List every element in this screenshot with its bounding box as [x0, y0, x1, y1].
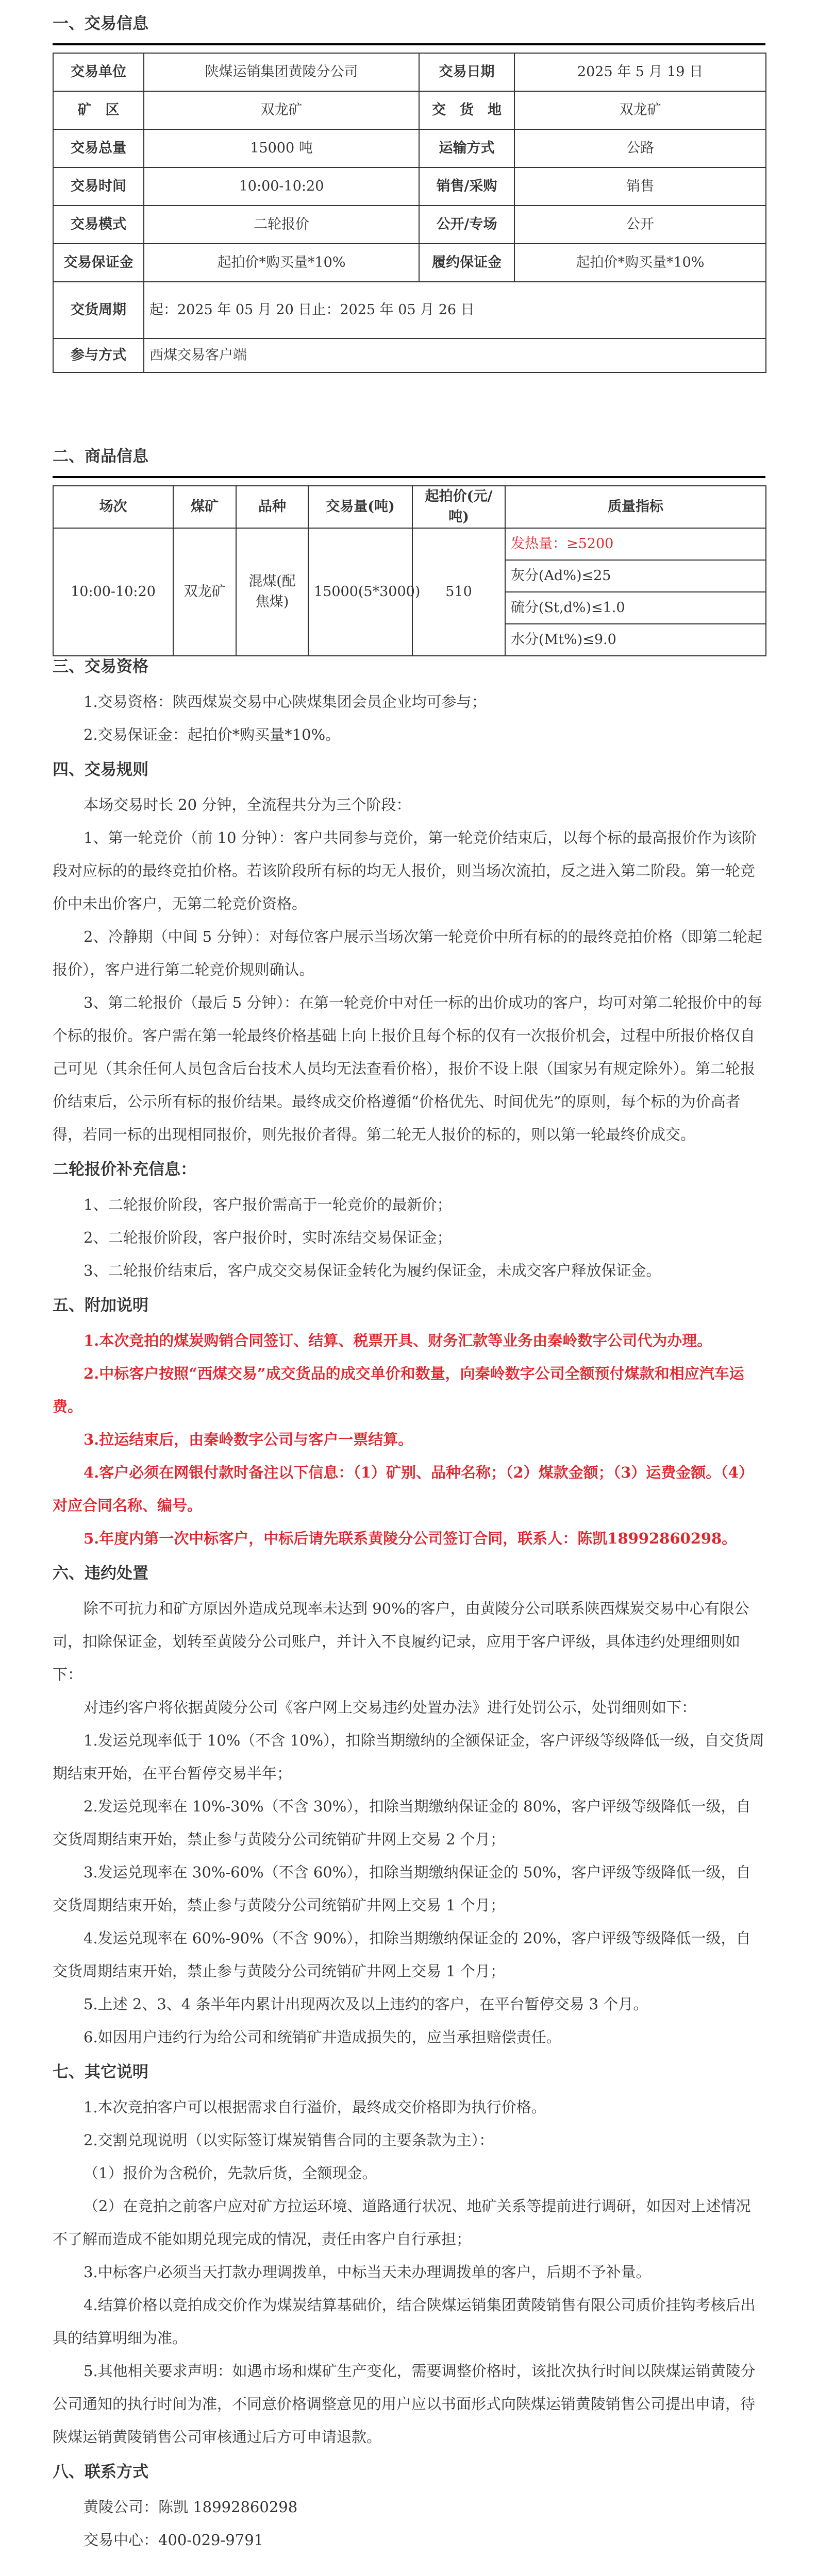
paragraph: 除不可抗力和矿方原因外造成兑现率未达到 90%的客户，由黄陵分公司联系陕西煤炭交易中心有限公司，扣除保证金，划转至黄陵分公司账户，并计入不良履约记录，应用于客户评级，具体违约处理细则如下：	[53, 1600, 749, 1683]
field-label: 交易日期	[419, 53, 514, 91]
paragraph: 1.本次竞拍客户可以根据需求自行溢价，最终成交价格即为执行价格。	[84, 2098, 546, 2116]
section-title: 一、交易信息	[53, 14, 148, 33]
field-label: 运输方式	[419, 129, 514, 167]
paragraph: （2）在竞拍之前客户应对矿方拉运环境、道路通行状况、地矿关系等提前进行调研，如因对上述情况不了解而造成不能如期兑现完成的情况，责任由客户自行承担；	[53, 2197, 751, 2248]
field-label: 交易单位	[53, 53, 144, 91]
paragraph: 2.交易保证金：起拍价*购买量*10%。	[84, 726, 341, 743]
section-title: 四、交易规则	[53, 760, 148, 779]
subsection-title: 二轮报价补充信息：	[53, 1160, 196, 1179]
paragraph: 本场交易时长 20 分钟，全流程共分为三个阶段：	[84, 796, 411, 814]
field-value: 二轮报价	[144, 206, 419, 244]
col-header: 质量指标	[505, 486, 766, 528]
note-line: 5.年度内第一次中标客户，中标后请先联系黄陵分公司签订合同，联系人：陈凯18992860298。	[84, 1530, 737, 1547]
cell-quality-ash: 灰分(Ad%)≤25	[505, 560, 766, 592]
note-line: 4.客户必须在网银付款时备注以下信息：（1）矿别、品种名称；（2）煤款金额；（3）运费金额。（4）对应合同名称、编号。	[53, 1464, 754, 1514]
field-label: 交货周期	[53, 282, 144, 338]
paragraph: （1）报价为含税价，先款后货，全额现金。	[84, 2164, 377, 2182]
field-label: 交 货 地	[419, 91, 514, 129]
field-label: 交易模式	[53, 206, 144, 244]
field-value: 陕煤运销集团黄陵分公司	[144, 53, 419, 91]
section-title: 八、联系方式	[53, 2463, 148, 2481]
paragraph: 5.上述 2、3、4 条半年内累计出现两次及以上违约的客户，在平台暂停交易 3 个月。	[84, 1995, 648, 2013]
paragraph: 1.发运兑现率低于 10%（不含 10%），扣除当期缴纳的全额保证金，客户评级等级降低一级，自交货周期结束开始，在平台暂停交易半年；	[53, 1732, 764, 1782]
field-value: 公开	[514, 206, 766, 244]
paragraph: 2、二轮报价阶段，客户报价时，实时冻结交易保证金；	[84, 1229, 452, 1246]
paragraph: 2、冷静期（中间 5 分钟）：对每位客户展示当场次第一轮竞价中所有标的的最终竞拍价格（即第二轮起报价），客户进行第二轮竞价规则确认。	[53, 928, 762, 978]
trade-info-table	[53, 53, 766, 373]
paragraph: 1、第一轮竞价（前 10 分钟）：客户共同参与竞价，第一轮竞价结束后，以每个标的最高报价作为该阶段对应标的的最终竞拍价格。若该阶段所有标的均无人报价，则当场次流拍，反之进入第二阶段。第一轮竞价中未出价客户，无第二轮竞价资格。	[53, 829, 757, 912]
paragraph: 3.发运兑现率在 30%-60%（不含 60%），扣除当期缴纳保证金的 50%，客户评级等级降低一级，自交货周期结束开始，禁止参与黄陵分公司统销矿井网上交易 1 个月；	[53, 1863, 751, 1914]
cell-session: 10:00-10:20	[53, 528, 173, 656]
field-value: 公路	[514, 129, 766, 167]
col-header: 品种	[236, 486, 308, 528]
section-trade-info	[53, 7, 765, 373]
cell-quality-sulfur: 硫分(St,d%)≤1.0	[505, 592, 766, 624]
field-value: 销售	[514, 167, 766, 206]
field-label: 销售/采购	[419, 167, 514, 206]
field-value: 双龙矿	[514, 91, 766, 129]
field-value: 双龙矿	[144, 91, 419, 129]
field-label: 交易保证金	[53, 244, 144, 282]
cell-quality-moisture: 水分(Mt%)≤9.0	[505, 624, 766, 656]
paragraph: 1、二轮报价阶段，客户报价需高于一轮竞价的最新价；	[84, 1196, 452, 1213]
section-goods-info	[53, 440, 765, 656]
cell-quality-calorific: 发热量：≥5200	[505, 528, 766, 560]
paragraph: 3、二轮报价结束后，客户成交交易保证金转化为履约保证金，未成交客户释放保证金。	[84, 1262, 661, 1279]
title-underline	[53, 476, 765, 478]
paragraph: 2.交割兑现说明（以实际签订煤炭销售合同的主要条款为主）：	[84, 2131, 494, 2149]
field-label: 交易时间	[53, 167, 144, 206]
col-header: 交易量(吨)	[308, 486, 412, 528]
field-value: 起拍价*购买量*10%	[144, 244, 419, 282]
field-label: 交易总量	[53, 129, 144, 167]
note-line: 3.拉运结束后，由秦岭数字公司与客户一票结算。	[84, 1431, 413, 1448]
paragraph: 5.其他相关要求声明：如遇市场和煤矿生产变化，需要调整价格时，该批次执行时间以陕煤运销黄陵分公司通知的执行时间为准，不同意价格调整意见的用户应以书面形式向陕煤运销黄陵销售公司提出申请，待陕煤运销黄陵销售公司审核通过后方可申请退款。	[53, 2362, 756, 2446]
field-label: 参与方式	[53, 338, 144, 372]
cell-volume: 15000(5*3000)	[308, 528, 412, 656]
note-line: 1.本次竞拍的煤炭购销合同签订、结算、税票开具、财务汇款等业务由秦岭数字公司代为办理。	[84, 1332, 712, 1349]
field-label: 履约保证金	[419, 244, 514, 282]
field-value: 西煤交易客户端	[144, 338, 766, 372]
paragraph: 4.发运兑现率在 60%-90%（不含 90%），扣除当期缴纳保证金的 20%，客户评级等级降低一级，自交货周期结束开始，禁止参与黄陵分公司统销矿井网上交易 1 个月；	[53, 1929, 751, 1980]
cell-price: 510	[412, 528, 505, 656]
section-title: 三、交易资格	[53, 657, 148, 676]
section-title: 二、商品信息	[53, 447, 148, 466]
contact-line: 黄陵公司：陈凯 18992860298	[84, 2498, 298, 2516]
cell-mine: 双龙矿	[173, 528, 236, 656]
cell-variety: 混煤(配焦煤)	[236, 528, 308, 656]
section-title: 六、违约处置	[53, 1564, 148, 1583]
contact-line: 交易中心：400-029-9791	[84, 2531, 264, 2549]
note-line: 2.中标客户按照“西煤交易”成交货品的成交单价和数量，向秦岭数字公司全额预付煤款和相应汽车运费。	[53, 1365, 744, 1415]
field-value: 10:00-10:20	[144, 167, 419, 206]
paragraph: 2.发运兑现率在 10%-30%（不含 30%），扣除当期缴纳保证金的 80%，客户评级等级降低一级，自交货周期结束开始，禁止参与黄陵分公司统销矿井网上交易 2 个月；	[53, 1798, 751, 1848]
field-value: 起：2025 年 05 月 20 日止：2025 年 05 月 26 日	[144, 282, 766, 338]
field-value: 起拍价*购买量*10%	[514, 244, 766, 282]
title-underline	[53, 43, 765, 45]
paragraph: 3.中标客户必须当天打款办理调拨单，中标当天未办理调拨单的客户，后期不予补量。	[84, 2263, 651, 2281]
col-header: 起拍价(元/吨)	[412, 486, 505, 528]
col-header: 煤矿	[173, 486, 236, 528]
field-value: 2025 年 5 月 19 日	[514, 53, 766, 91]
paragraph: 3、第二轮报价（最后 5 分钟）：在第一轮竞价中对任一标的出价成功的客户，均可对第二轮报价中的每个标的报价。客户需在第一轮最终价格基础上向上报价且每个标的仅有一次报价机会，过程中所报价格仅自己可见（其余任何人员包含后台技术人员均无法查看价格），报价不设上限（国家另有规定除外）。第二轮报价结束后，公示所有标的报价结果。最终成交价格遵循“价格优先、时间优先”的原则，每个标的为价高者得，若同一标的出现相同报价，则先报价者得。第二轮无人报价的标的，则以第一轮最终价成交。	[53, 994, 762, 1143]
field-label: 矿 区	[53, 91, 144, 129]
paragraph: 对违约客户将依据黄陵分公司《客户网上交易违约处置办法》进行处罚公示，处罚细则如下：	[84, 1699, 697, 1716]
paragraph: 6.如因用户违约行为给公司和统销矿井造成损失的，应当承担赔偿责任。	[84, 2028, 561, 2046]
col-header: 场次	[53, 486, 173, 528]
section-title: 五、附加说明	[53, 1296, 148, 1315]
paragraph: 4.结算价格以竞拍成交价作为煤炭结算基础价，结合陕煤运销集团黄陵销售有限公司质价挂钩考核后出具的结算明细为准。	[53, 2296, 756, 2347]
field-value: 15000 吨	[144, 129, 419, 167]
paragraph: 1.交易资格：陕西煤炭交易中心陕煤集团会员企业均可参与；	[84, 693, 487, 710]
field-label: 公开/专场	[419, 206, 514, 244]
document-body	[53, 648, 765, 2556]
section-title: 七、其它说明	[53, 2063, 148, 2081]
goods-table	[53, 485, 766, 656]
